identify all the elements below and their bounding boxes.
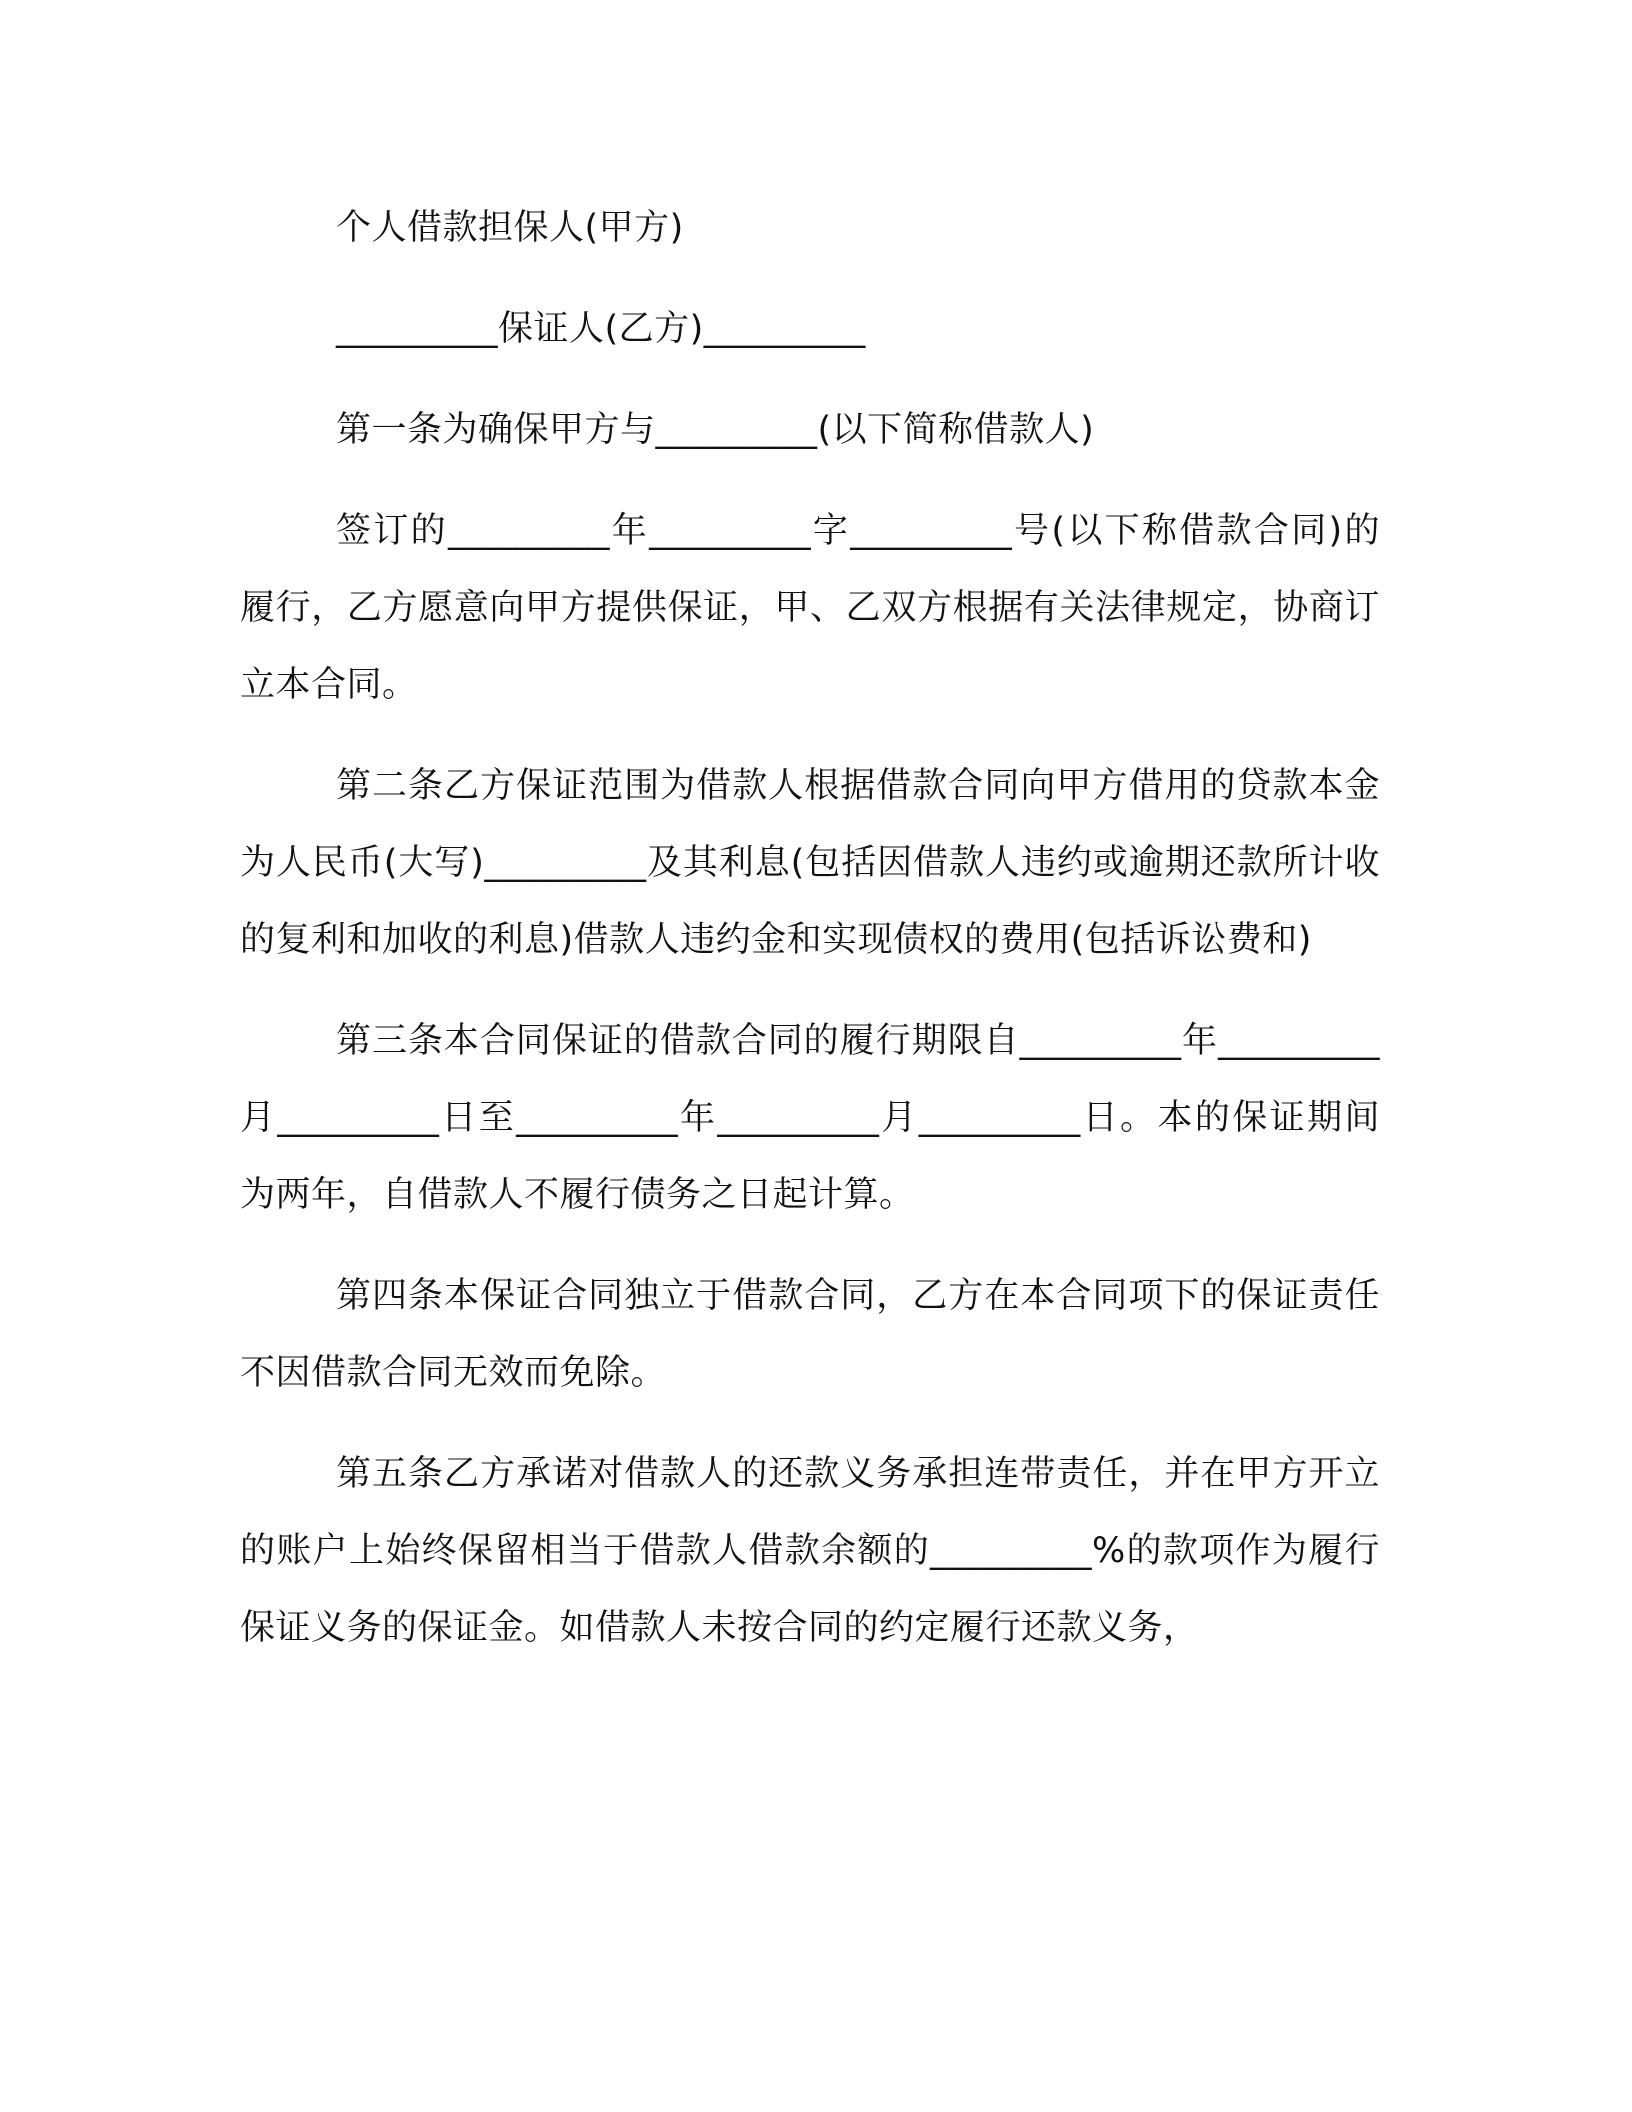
guarantor-party-a-line: 个人借款担保人(甲方) [336,208,684,248]
article-1-continued: 签订的_________年_________字_________号(以下称借款合同)的履行，乙方愿意向甲方提供保证，甲、乙双方根据有关法律规定，协商订立本合同。 [240,511,1380,705]
contract-body [240,190,1380,1691]
article-4: 第四条本保证合同独立于借款合同，乙方在本合同项下的保证责任不因借款合同无效而免除。 [240,1276,1380,1393]
article-1: 第一条为确保甲方与_________(以下简称借款人) [336,410,1095,450]
article-3: 第三条本合同保证的借款合同的履行期限自_________年_________月_________日至_________年_________月_________日。本的保证期间为两年，自借款人不履行债务之日起计算。 [240,1021,1380,1215]
guarantor-party-b-line: _________保证人(乙方)_________ [336,309,866,349]
article-5: 第五条乙方承诺对借款人的还款义务承担连带责任，并在甲方开立的账户上始终保留相当于借款人借款余额的_________%的款项作为履行保证义务的保证金。如借款人未按合同的约定履行还款义务， [240,1454,1380,1648]
article-2: 第二条乙方保证范围为借款人根据借款合同向甲方借用的贷款本金为人民币(大写)_________及其利息(包括因借款人违约或逾期还款所计收的复利和加收的利息)借款人违约金和实现债权的费用(包括诉讼费和) [240,766,1380,960]
